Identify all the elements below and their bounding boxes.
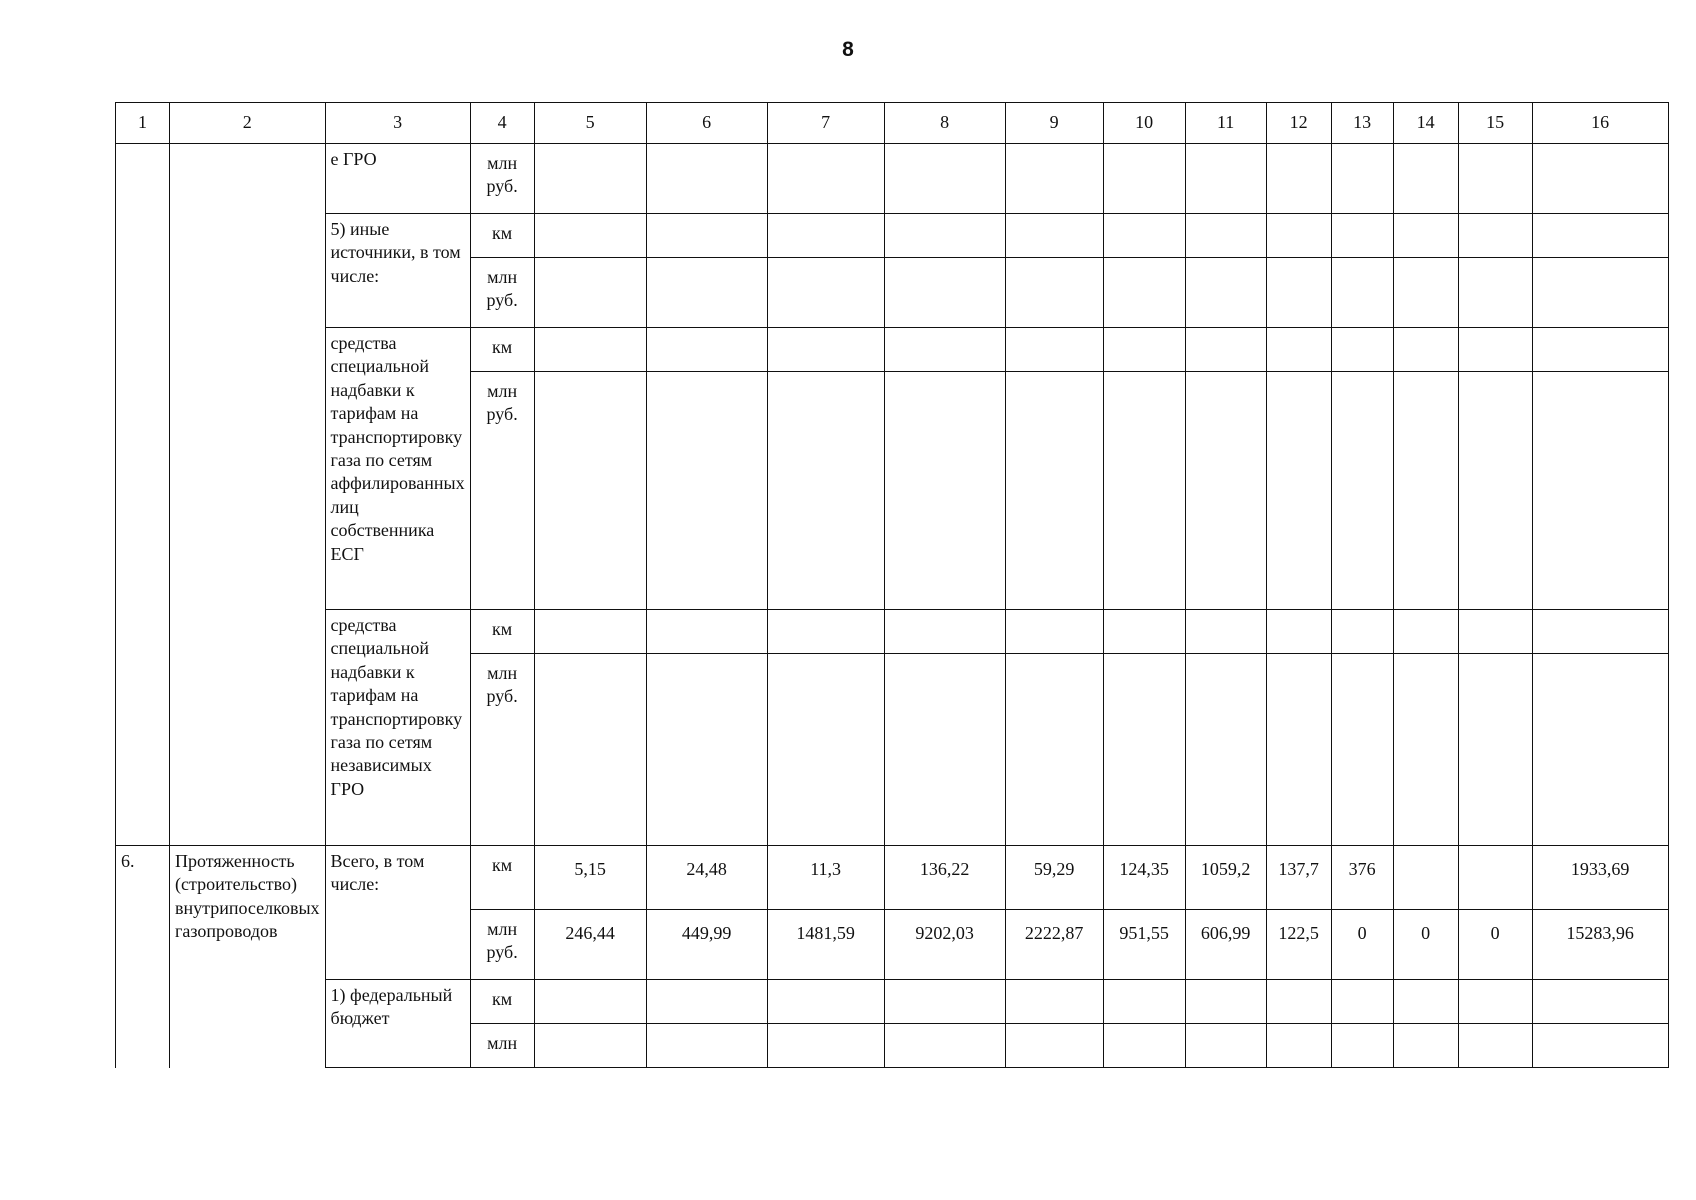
page-number: 8 xyxy=(842,38,854,61)
col-header: 6 xyxy=(646,103,767,144)
value-cell: 376 xyxy=(1331,846,1393,910)
indicator-title: Протяженность (строительство) внутрипоселковых газопроводов xyxy=(170,846,326,1068)
table-row xyxy=(116,846,1669,910)
value-cell xyxy=(1458,846,1532,910)
unit-cell: км xyxy=(470,610,534,654)
col-header: 13 xyxy=(1331,103,1393,144)
table-row xyxy=(116,610,1669,654)
value-cell: 2222,87 xyxy=(1005,910,1103,980)
value-cell: 246,44 xyxy=(534,910,646,980)
source-label: средства специальной надбавки к тарифам на транспортировку газа по сетям аффилированных лиц собственника ЕСГ xyxy=(325,328,470,610)
row-number-cell xyxy=(116,144,170,846)
table-row xyxy=(116,144,1669,214)
value-cell: 11,3 xyxy=(767,846,884,910)
value-cell: 137,7 xyxy=(1266,846,1331,910)
col-header: 5 xyxy=(534,103,646,144)
unit-cell: км xyxy=(470,846,534,910)
value-cell: 1059,2 xyxy=(1185,846,1266,910)
col-header: 12 xyxy=(1266,103,1331,144)
col-header: 9 xyxy=(1005,103,1103,144)
source-label: Всего, в том числе: xyxy=(325,846,470,980)
col-header: 14 xyxy=(1393,103,1458,144)
value-cell: 136,22 xyxy=(884,846,1005,910)
value-cell: 951,55 xyxy=(1103,910,1185,980)
col-header: 4 xyxy=(470,103,534,144)
value-cell: 606,99 xyxy=(1185,910,1266,980)
value-cell: 1933,69 xyxy=(1532,846,1668,910)
col-header: 3 xyxy=(325,103,470,144)
col-header: 10 xyxy=(1103,103,1185,144)
value-cell: 59,29 xyxy=(1005,846,1103,910)
unit-cell: км xyxy=(470,328,534,372)
indicator-cell xyxy=(170,144,326,846)
value-cell: 24,48 xyxy=(646,846,767,910)
value-cell: 124,35 xyxy=(1103,846,1185,910)
col-header: 16 xyxy=(1532,103,1668,144)
source-label: 1) федеральный бюджет xyxy=(325,980,470,1068)
unit-cell: млн руб. xyxy=(470,910,534,980)
value-cell: 9202,03 xyxy=(884,910,1005,980)
column-header-row xyxy=(116,103,1669,144)
table-row xyxy=(116,980,1669,1024)
value-cell xyxy=(1393,846,1458,910)
source-label: средства специальной надбавки к тарифам на транспортировку газа по сетям независимых ГРО xyxy=(325,610,470,846)
value-cell: 449,99 xyxy=(646,910,767,980)
value-cell: 1481,59 xyxy=(767,910,884,980)
source-label: е ГРО xyxy=(325,144,470,214)
value-cell: 15283,96 xyxy=(1532,910,1668,980)
unit-cell: км xyxy=(470,214,534,258)
source-label: 5) иные источники, в том числе: xyxy=(325,214,470,328)
investment-table xyxy=(115,102,1669,1068)
table-row xyxy=(116,214,1669,258)
col-header: 15 xyxy=(1458,103,1532,144)
value-cell: 5,15 xyxy=(534,846,646,910)
value-cell: 0 xyxy=(1331,910,1393,980)
col-header: 1 xyxy=(116,103,170,144)
col-header: 11 xyxy=(1185,103,1266,144)
unit-cell: млн руб. xyxy=(470,372,534,610)
unit-cell: млн руб. xyxy=(470,654,534,846)
col-header: 2 xyxy=(170,103,326,144)
table-row xyxy=(116,328,1669,372)
value-cell: 0 xyxy=(1393,910,1458,980)
unit-cell: млн xyxy=(470,1024,534,1068)
col-header: 7 xyxy=(767,103,884,144)
unit-cell: млн руб. xyxy=(470,258,534,328)
value-cell: 0 xyxy=(1458,910,1532,980)
col-header: 8 xyxy=(884,103,1005,144)
row-number: 6. xyxy=(116,846,170,1068)
unit-cell: млн руб. xyxy=(470,144,534,214)
value-cell: 122,5 xyxy=(1266,910,1331,980)
unit-cell: км xyxy=(470,980,534,1024)
